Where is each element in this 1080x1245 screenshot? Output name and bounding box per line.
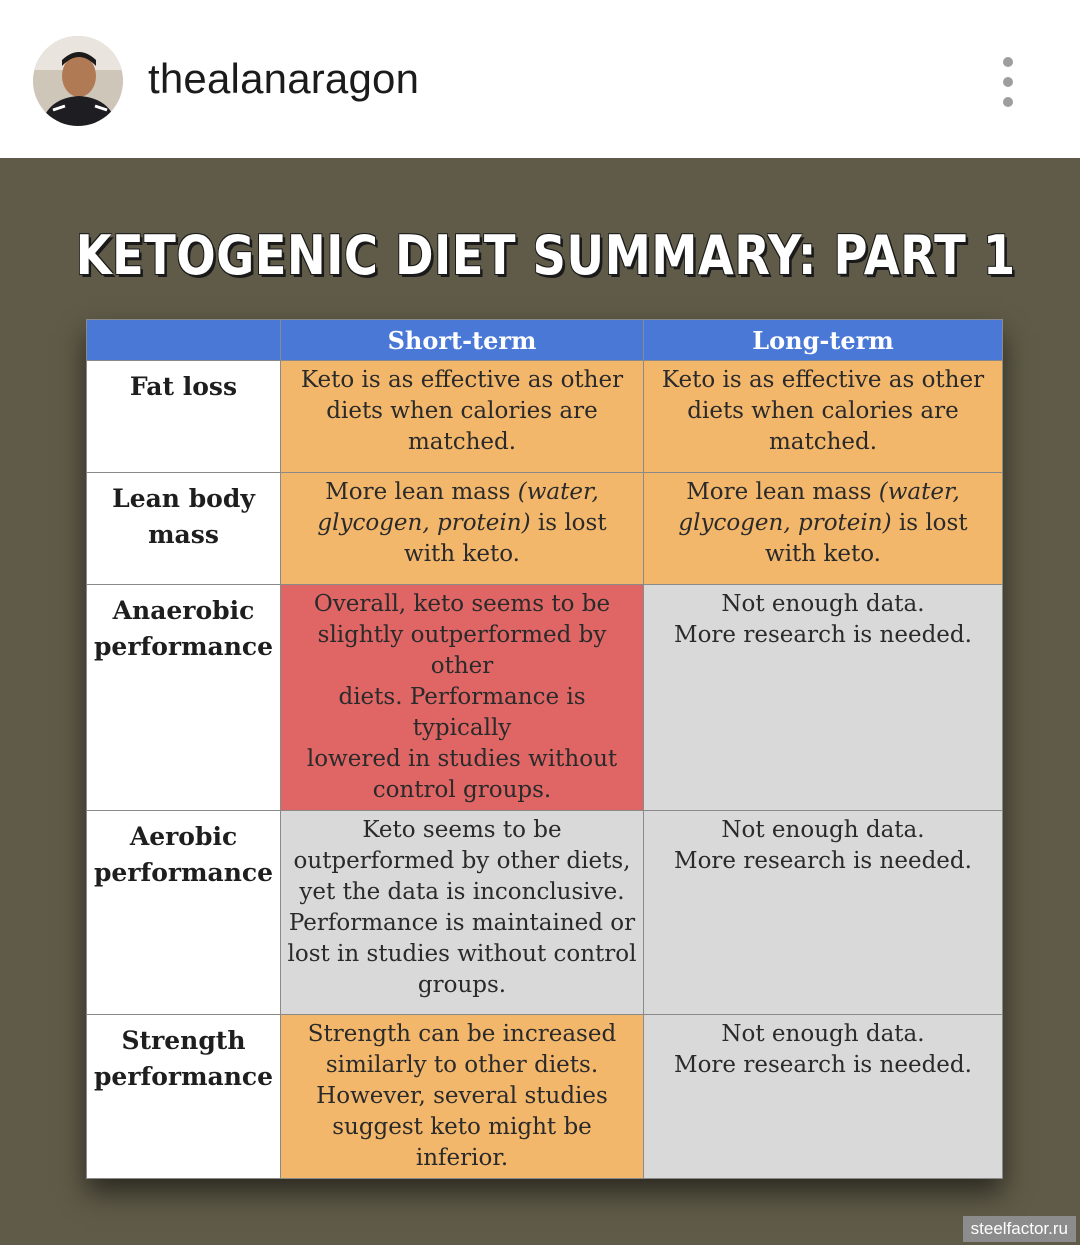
avatar[interactable] xyxy=(33,36,123,126)
long-term-cell xyxy=(644,585,1003,811)
cell-text: is lost with keto. xyxy=(765,510,968,567)
column-header-long-term: Long-term xyxy=(644,320,1003,361)
cell-line: More research is needed. xyxy=(674,1052,972,1078)
avatar-photo xyxy=(33,36,123,126)
post-image xyxy=(0,158,1080,1245)
cell-line: diets when calories are xyxy=(326,398,598,424)
long-term-cell xyxy=(644,361,1003,473)
cell-line: Not enough data. xyxy=(721,591,925,617)
cell-line: Keto is as effective as other xyxy=(661,367,985,393)
cell-text: is lost with keto. xyxy=(404,510,607,567)
cell-line: Overall, keto seems to be xyxy=(313,591,611,617)
cell-line: matched. xyxy=(407,429,517,455)
short-term-cell xyxy=(281,361,644,473)
cell-line: Not enough data. xyxy=(721,1021,925,1047)
post-header xyxy=(0,0,1080,158)
long-term-cell xyxy=(644,811,1003,1015)
row-label: Lean body mass xyxy=(87,473,281,585)
cell-line: lost in studies without control xyxy=(287,941,637,967)
cell-line: outperformed by other diets, xyxy=(293,848,631,874)
table-header-row xyxy=(87,320,1003,361)
cell-line: Keto seems to be xyxy=(362,817,562,843)
long-term-cell xyxy=(644,1015,1003,1179)
cell-line: matched. xyxy=(768,429,878,455)
table-row xyxy=(87,1015,1003,1179)
table-row xyxy=(87,585,1003,811)
row-label: Strength performance xyxy=(87,1015,281,1179)
username[interactable]: thealanaragon xyxy=(148,55,420,102)
cell-line: Keto is as effective as other xyxy=(300,367,624,393)
summary-table xyxy=(86,319,1003,1179)
infographic-title: KETOGENIC DIET SUMMARY: PART 1 xyxy=(75,224,1016,287)
cell-line: Not enough data. xyxy=(721,817,925,843)
cell-line: groups. xyxy=(417,972,507,998)
cell-line: More research is needed. xyxy=(674,848,972,874)
short-term-cell xyxy=(281,473,644,585)
cell-italic-text: (water, glycogen, protein) xyxy=(317,479,599,536)
row-label: Aerobic performance xyxy=(87,811,281,1015)
cell-line: suggest keto might be inferior. xyxy=(332,1114,592,1171)
cell-line: Performance is maintained or xyxy=(288,910,636,936)
cell-line: yet the data is inconclusive. xyxy=(299,879,625,905)
cell-line: diets. Performance is typically xyxy=(338,684,586,741)
cell-line: However, several studies xyxy=(316,1083,608,1109)
table-row xyxy=(87,361,1003,473)
cell-line: similarly to other diets. xyxy=(325,1052,599,1078)
short-term-cell xyxy=(281,1015,644,1179)
cell-text: More lean mass xyxy=(686,479,879,505)
table-row xyxy=(87,811,1003,1015)
more-vertical-icon[interactable] xyxy=(992,55,1024,109)
cell-line: Strength can be increased xyxy=(307,1021,617,1047)
cell-line: More research is needed. xyxy=(674,622,972,648)
cell-line: control groups. xyxy=(372,777,552,803)
corner-header xyxy=(87,320,281,361)
long-term-cell xyxy=(644,473,1003,585)
row-label: Fat loss xyxy=(87,361,281,473)
cell-line: lowered in studies without xyxy=(306,746,618,772)
cell-italic-text: (water, glycogen, protein) xyxy=(678,479,960,536)
short-term-cell xyxy=(281,585,644,811)
cell-line: slightly outperformed by other xyxy=(317,622,607,679)
cell-line: diets when calories are xyxy=(687,398,959,424)
table-row xyxy=(87,473,1003,585)
watermark: steelfactor.ru xyxy=(963,1216,1076,1242)
column-header-short-term: Short-term xyxy=(281,320,644,361)
row-label: Anaerobic performance xyxy=(87,585,281,811)
short-term-cell xyxy=(281,811,644,1015)
cell-text: More lean mass xyxy=(325,479,518,505)
